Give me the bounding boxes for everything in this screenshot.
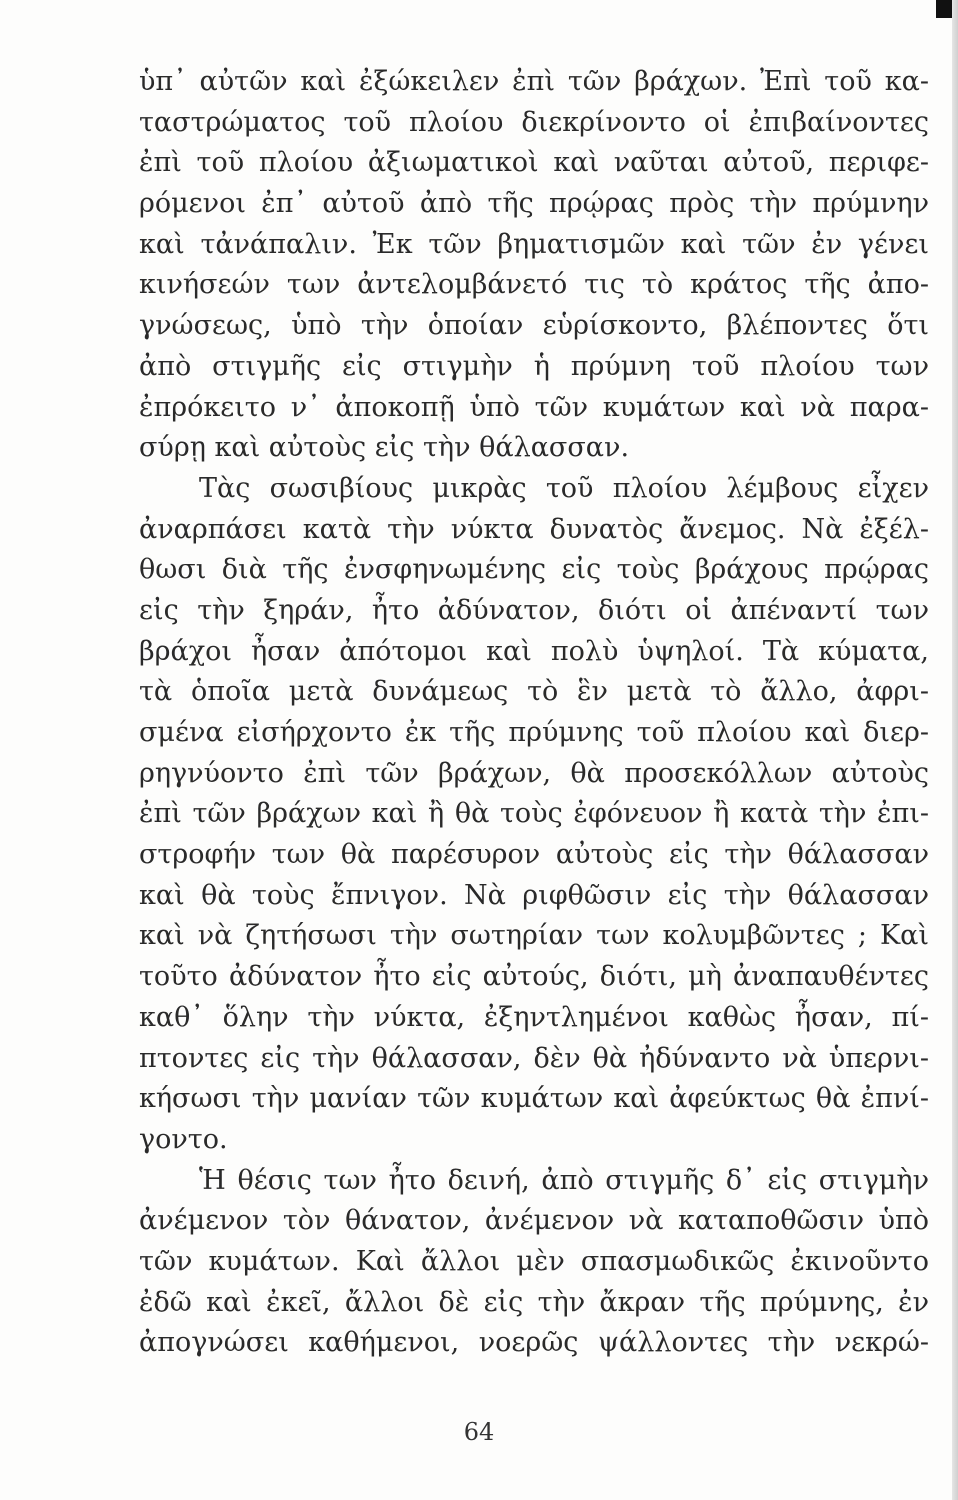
text-line: ταστρώματος τοῦ πλοίου διεκρίνοντο οἱ ἐπιβαίνοντες bbox=[139, 106, 929, 138]
text-line: ὑπ᾿ αὐτῶν καὶ ἐξώκειλεν ἐπὶ τῶν βράχων. Ἐπὶ τοῦ κα- bbox=[139, 66, 929, 97]
text-line: ἀπὸ στιγμῆς εἰς στιγμὴν ἡ πρύμνη τοῦ πλοίου των bbox=[139, 350, 929, 382]
text-line: κήσωσι τὴν μανίαν τῶν κυμάτων καὶ ἀφεύκτως θὰ ἐπνί- bbox=[139, 1083, 929, 1115]
text-line: γνώσεως, ὑπὸ τὴν ὁποίαν εὑρίσκοντο, βλέποντες ὅτι bbox=[139, 310, 929, 342]
text-line: στροφήν των θὰ παρέσυρον αὐτοὺς εἰς τὴν θάλασσαν bbox=[139, 839, 929, 871]
body-text bbox=[139, 62, 929, 1364]
text-line: τὰ ὁποῖα μετὰ δυνάμεως τὸ ἓν μετὰ τὸ ἄλλο, ἀφρι- bbox=[139, 676, 929, 708]
text-line: καὶ τἀνάπαλιν. Ἐκ τῶν βηματισμῶν καὶ τῶν ἐν γένει bbox=[139, 228, 929, 260]
text-line: ρηγνύοντο ἐπὶ τῶν βράχων, θὰ προσεκόλλων αὐτοὺς bbox=[139, 757, 929, 789]
text-line: τοῦτο ἀδύνατον ἦτο εἰς αὐτούς, διότι, μὴ ἀναπαυθέντες bbox=[139, 961, 929, 993]
text-line: ἐπρόκειτο ν᾿ ἀποκοπῇ ὑπὸ τῶν κυμάτων καὶ νὰ παρα- bbox=[139, 391, 929, 423]
text-line: Ἡ θέσις των ἦτο δεινή, ἀπὸ στιγμῆς δ᾿ εἰς στιγμὴν bbox=[199, 1164, 929, 1196]
text-line: πτοντες εἰς τὴν θάλασσαν, δὲν θὰ ἠδύναντο νὰ ὑπερνι- bbox=[139, 1042, 929, 1074]
text-line: κινήσεών των ἀντελομβάνετό τις τὸ κράτος τῆς ἀπο- bbox=[139, 269, 929, 301]
page-edge-shadow bbox=[952, 0, 958, 1500]
text-line: εἰς τὴν ξηράν, ἦτο ἀδύνατον, διότι οἱ ἀπέναντί των bbox=[139, 594, 929, 626]
text-line: ἐπὶ τοῦ πλοίου ἀξιωματικοὶ καὶ ναῦται αὐτοῦ, περιφε- bbox=[139, 147, 929, 179]
text-line: ἐπὶ τῶν βράχων καὶ ἢ θὰ τοὺς ἐφόνευον ἢ κατὰ τὴν ἐπι- bbox=[139, 798, 929, 830]
text-line: καὶ νὰ ζητήσωσι τὴν σωτηρίαν των κολυμβῶντες ; Καὶ bbox=[139, 920, 929, 952]
text-line: ἀπογνώσει καθήμενοι, νοερῶς ψάλλοντες τὴν νεκρώ- bbox=[139, 1327, 929, 1359]
text-line: ἀνέμενον τὸν θάνατον, ἀνέμενον νὰ καταποθῶσιν ὑπὸ bbox=[139, 1205, 929, 1237]
text-line: ἐδῶ καὶ ἐκεῖ, ἄλλοι δὲ εἰς τὴν ἄκραν τῆς πρύμνης, ἐν bbox=[139, 1286, 929, 1318]
page-number: 64 bbox=[463, 1418, 495, 1446]
text-line: σύρῃ καὶ αὐτοὺς εἰς τὴν θάλασσαν. bbox=[139, 432, 630, 464]
text-line: Τὰς σωσιβίους μικρὰς τοῦ πλοίου λέμβους εἶχεν bbox=[199, 472, 929, 504]
text-line: καὶ θὰ τοὺς ἔπνιγον. Νὰ ριφθῶσιν εἰς τὴν θάλασσαν bbox=[139, 879, 929, 911]
text-line: ρόμενοι ἐπ᾿ αὐτοῦ ἀπὸ τῆς πρῴρας πρὸς τὴν πρύμνην bbox=[139, 188, 929, 220]
text-line: καθ᾿ ὅλην τὴν νύκτα, ἐξηντλημένοι καθὼς ἦσαν, πί- bbox=[139, 1001, 929, 1033]
text-line: σμένα εἰσήρχοντο ἐκ τῆς πρύμνης τοῦ πλοίου καὶ διερ- bbox=[139, 717, 929, 748]
text-line: γοντο. bbox=[139, 1123, 228, 1155]
text-line: θωσι διὰ τῆς ἐνσφηνωμένης εἰς τοὺς βράχους πρῴρας bbox=[139, 554, 929, 586]
text-line: ἀναρπάσει κατὰ τὴν νύκτα δυνατὸς ἄνεμος. Νὰ ἐξέλ- bbox=[139, 513, 929, 545]
text-line: βράχοι ἦσαν ἀπότομοι καὶ πολὺ ὑψηλοί. Τὰ κύματα, bbox=[139, 635, 929, 667]
text-line: τῶν κυμάτων. Καὶ ἄλλοι μὲν σπασμωδικῶς ἐκινοῦντο bbox=[139, 1245, 929, 1277]
